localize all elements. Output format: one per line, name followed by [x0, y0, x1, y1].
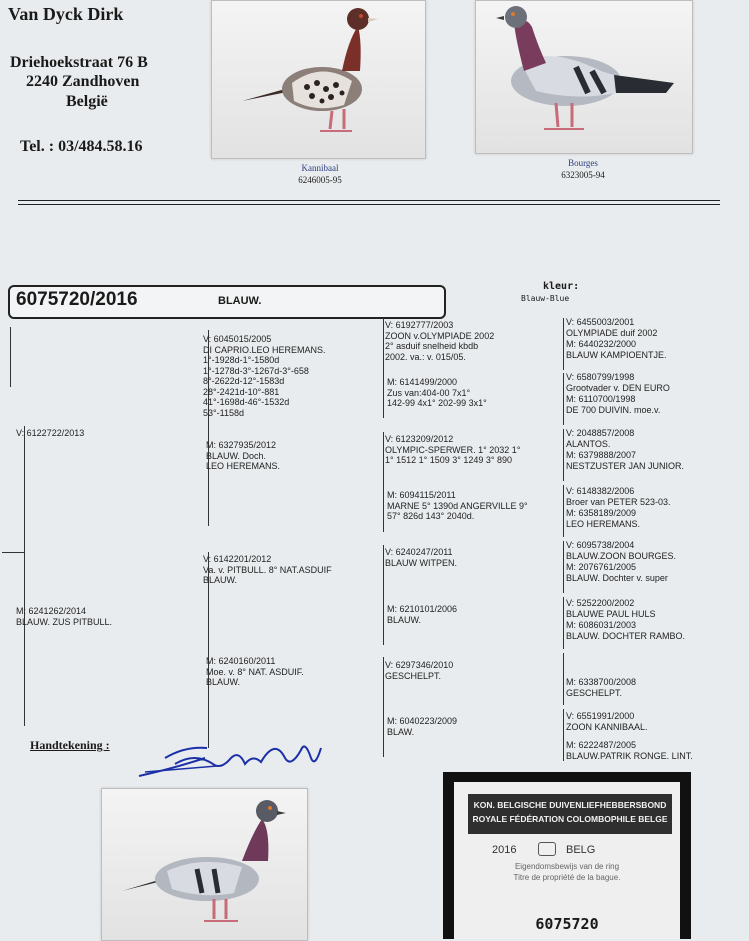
line-gen3-c — [383, 545, 384, 645]
certificate-country: BELG — [566, 844, 596, 856]
line-gen1 — [24, 426, 25, 726]
certificate-nl: Eigendomsbewijs van de ring — [514, 862, 620, 871]
pigeon-kannibaal-image — [212, 1, 425, 158]
gen3-2: M: 6141499/2000 Zus van:404-00 7x1° 142-99 4x1° 202-99 3x1° — [387, 377, 487, 408]
certificate-banner — [468, 794, 672, 834]
photo-kannibaal-ring: 6246005-95 — [298, 175, 342, 185]
kleur-value: Blauw-Blue — [521, 294, 570, 303]
breeder-phone: Tel. : 03/484.58.16 — [20, 138, 143, 155]
gen4-1: V: 6455003/2001 OLYMPIADE duif 2002 — [566, 317, 658, 338]
line-gen3-b — [383, 432, 384, 532]
main-color: BLAUW. — [218, 295, 262, 307]
gen2-dam-sire: V: 6142201/2012 Va. v. PITBULL. 8° NAT.ASDUIF BLAUW. — [203, 554, 332, 585]
photo-bourges-ring: 6323005-94 — [561, 170, 605, 180]
gen3-8: M: 6040223/2009 BLAW. — [387, 716, 458, 737]
line-gen4-6 — [563, 597, 564, 649]
signature-label: Handtekening : — [30, 738, 110, 752]
line-gen3-d — [383, 657, 384, 757]
pigeon-bourges-image — [476, 1, 692, 153]
gen4-2: M: 6440232/2000 BLAUW KAMPIOENTJE. — [566, 339, 667, 360]
line-gen1-tick — [2, 552, 24, 553]
gen3-4: M: 6094115/2011 MARNE 5° 1390d ANGERVILLE 9° 57° 826d 143° 2040d. — [387, 490, 528, 521]
gen4-16: M: 6222487/2005 BLAUW.PATRIK RONGE. LINT. — [566, 740, 693, 761]
photo-main-pigeon — [101, 788, 308, 941]
ring-certificate — [443, 772, 691, 939]
line-gen4-1 — [563, 318, 564, 370]
gen4-9: V: 6095738/2004 BLAUW.ZOON BOURGES. — [566, 540, 677, 561]
gen4-11: V: 5252200/2002 BLAUWE PAUL HULS — [566, 598, 656, 619]
photo-bourges-name: Bourges — [568, 158, 598, 168]
line-gen4-7 — [563, 653, 564, 705]
breeder-street: Driehoekstraat 76 B — [10, 54, 148, 71]
dam-entry: M: 6241262/2014 BLAUW. ZUS PITBULL. — [16, 606, 113, 627]
gen4-4: M: 6110700/1998 DE 700 DUIVIN. moe.v. — [566, 394, 661, 415]
line-gen4-2 — [563, 373, 564, 425]
gen4-6: M: 6379888/2007 NESTZUSTER JAN JUNIOR. — [566, 450, 685, 471]
line-gen4-3 — [563, 429, 564, 481]
signature — [135, 728, 335, 783]
photo-kannibaal-name: Kannibaal — [301, 163, 339, 173]
line-gen3-a — [383, 318, 384, 418]
main-ring-number: 6075720/2016 — [16, 289, 138, 310]
gen4-8: M: 6358189/2009 LEO HEREMANS. — [566, 508, 641, 529]
line-gen4-4 — [563, 485, 564, 537]
gen4-12: M: 6086031/2003 BLAUW. DOCHTER RAMBO. — [566, 620, 686, 641]
signature-image — [135, 728, 335, 783]
main-ring-box — [8, 285, 446, 319]
certificate-line2: ROYALE FÉDÉRATION COLOMBOPHILE BELGE — [472, 814, 668, 824]
kleur-label: kleur: — [543, 281, 580, 292]
gen4-13: M: 6338700/2008 GESCHELPT. — [566, 677, 637, 698]
pigeon-main-image — [102, 789, 307, 940]
breeder-name: Van Dyck Dirk — [8, 4, 124, 24]
gen3-5: V: 6240247/2011 BLAUW WITPEN. — [385, 547, 458, 568]
gen4-15: V: 6551991/2000 ZOON KANNIBAAL. — [566, 711, 648, 732]
gen3-6: M: 6210101/2006 BLAUW. — [387, 604, 458, 625]
line-gen4-8 — [563, 709, 564, 761]
line-gen4-5 — [563, 541, 564, 593]
sire-entry: V: 6122722/2013 — [16, 428, 85, 438]
photo-kannibaal — [211, 0, 426, 159]
gen3-7: V: 6297346/2010 GESCHELPT. — [385, 660, 454, 681]
breeder-country: België — [66, 93, 108, 110]
certificate-fr: Titre de propriété de la bague. — [513, 873, 621, 882]
gen4-3: V: 6580799/1998 Grootvader v. DEN EURO — [566, 372, 670, 393]
gen3-3: V: 6123209/2012 OLYMPIC-SPERWER. 1° 2032 1° 1° 1512 1° 1509 3° 1249 3° 890 — [385, 434, 521, 465]
gen3-1: V: 6192777/2003 ZOON v.OLYMPIADE 2002 2° asduif snelheid kbdb 2002. va.: v. 015/05. — [385, 320, 495, 362]
divider-bottom — [18, 204, 720, 205]
certificate-year: 2016 — [492, 844, 517, 856]
certificate-ring: 6075720 — [535, 915, 599, 933]
gen2-sire-sire: V: 6045015/2005 DI CAPRIO.LEO HEREMANS. 1°-1928d-1°-1580d 1°-1278d-3°-1267d-3°-658 8°-2622d-12°-1583d 28°-2421d-10°-881 41°-1698d-46°-1532d 53°-1158d — [203, 334, 326, 418]
line-ring — [10, 327, 11, 387]
photo-bourges — [475, 0, 693, 154]
breeder-city: 2240 Zandhoven — [26, 73, 140, 90]
certificate-line1: KON. BELGISCHE DUIVENLIEFHEBBERSBOND — [473, 800, 667, 810]
gen4-10: M: 2076761/2005 BLAUW. Dochter v. super — [566, 562, 668, 583]
crown-icon — [538, 842, 556, 856]
certificate-inner — [454, 782, 680, 939]
gen2-sire-dam: M: 6327935/2012 BLAUW. Doch. LEO HEREMANS. — [206, 440, 281, 471]
gen2-dam-dam: M: 6240160/2011 Moe. v. 8° NAT. ASDUIF. BLAUW. — [206, 656, 304, 687]
gen4-7: V: 6148382/2006 Broer van PETER 523-03. — [566, 486, 671, 507]
gen4-5: V: 2048857/2008 ALANTOS. — [566, 428, 635, 449]
divider-top — [18, 200, 720, 201]
